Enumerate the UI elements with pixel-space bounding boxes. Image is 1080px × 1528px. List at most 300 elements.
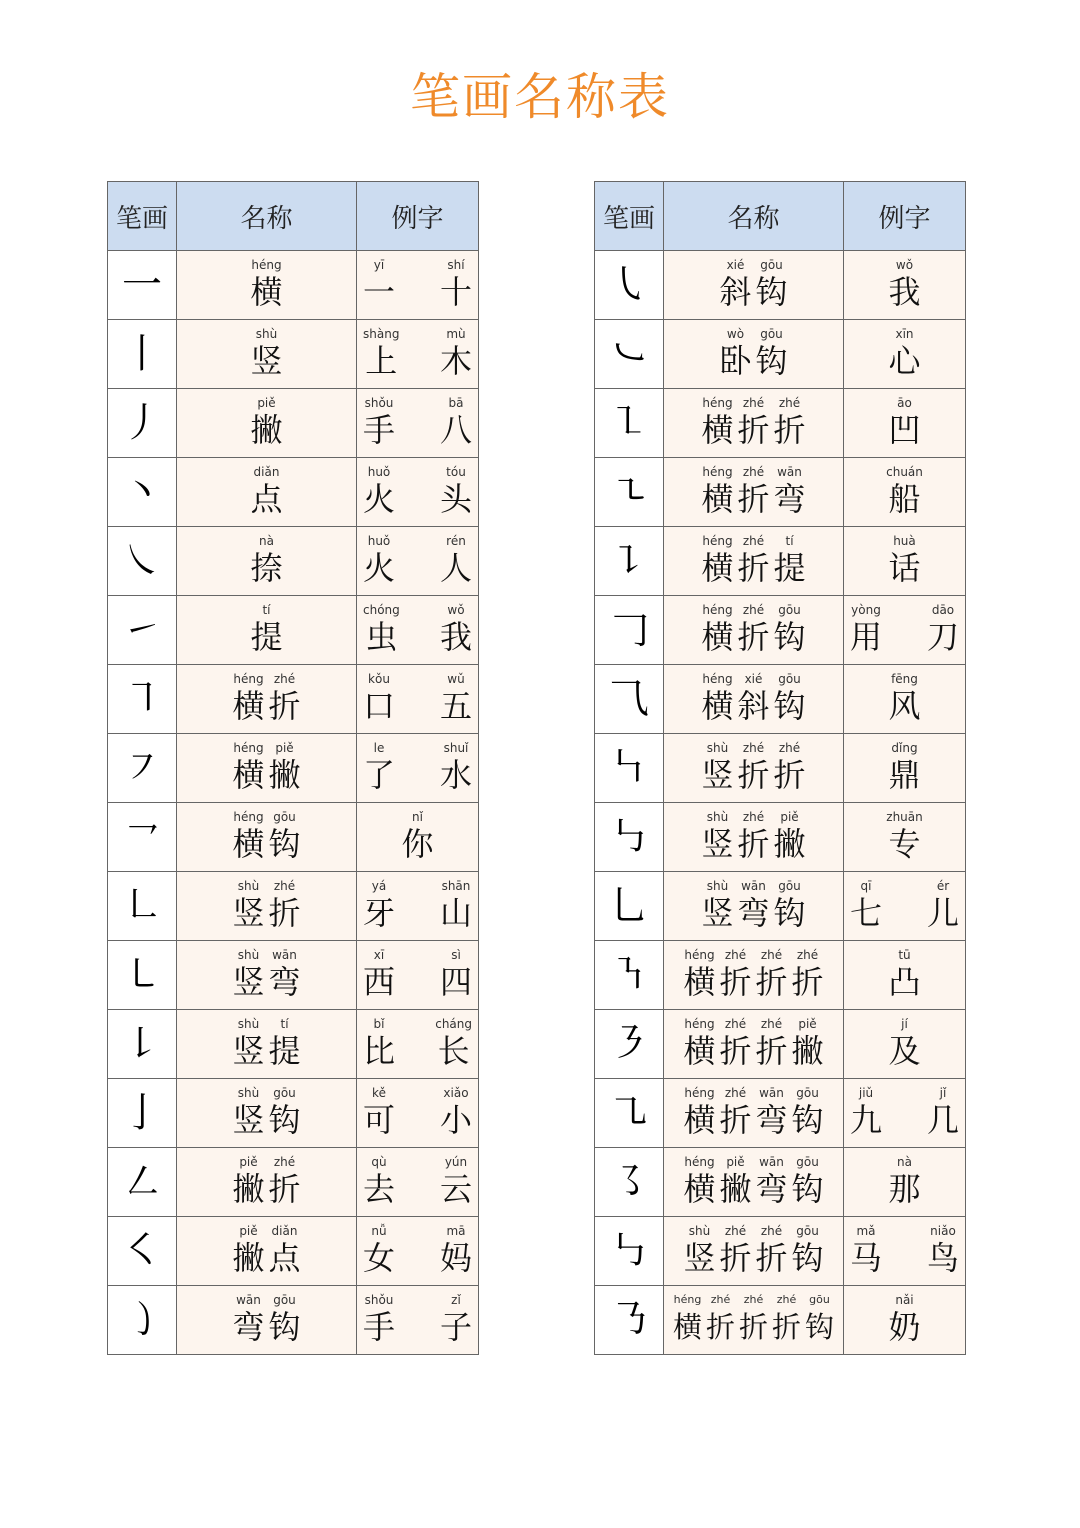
stroke-name-cell — [177, 320, 357, 389]
stroke-name-cell — [664, 1010, 844, 1079]
pinyin: yún — [444, 1155, 468, 1169]
stroke-name — [177, 258, 356, 312]
hanzi: 竖 — [232, 1101, 265, 1139]
pinyin: héng — [251, 258, 282, 272]
stroke-cell — [595, 941, 664, 1010]
stroke-name — [664, 810, 843, 864]
pinyin: héng — [702, 465, 733, 479]
syllable — [888, 948, 920, 1002]
stroke-name-cell — [664, 1286, 844, 1355]
syllable — [792, 948, 824, 1002]
stroke-name-cell — [664, 1079, 844, 1148]
stroke-cell — [108, 665, 177, 734]
syllable — [683, 1155, 715, 1209]
syllable — [719, 1017, 751, 1071]
syllable — [363, 1017, 395, 1071]
pinyin: shuǐ — [443, 741, 469, 755]
stroke-cell — [595, 1217, 664, 1286]
pinyin: shù — [237, 948, 260, 962]
syllable — [269, 1224, 301, 1278]
example-chars — [357, 1224, 478, 1278]
pinyin: wò — [726, 327, 745, 341]
pinyin: héng — [684, 1086, 715, 1100]
syllable — [363, 948, 395, 1002]
hanzi: 斜 — [737, 687, 770, 725]
pinyin: gōu — [796, 1155, 819, 1169]
syllable — [774, 810, 806, 864]
stroke-name — [177, 879, 356, 933]
hanzi: 竖 — [683, 1239, 716, 1277]
hanzi: 撇 — [250, 411, 283, 449]
hanzi: 风 — [888, 687, 921, 725]
syllable — [683, 1224, 715, 1278]
pinyin: yòng — [851, 603, 881, 617]
pinyin: chuán — [886, 465, 923, 479]
table-row — [595, 1010, 966, 1079]
syllable — [440, 396, 472, 450]
stroke-cell — [595, 389, 664, 458]
syllable — [774, 396, 806, 450]
syllable — [701, 672, 733, 726]
pinyin: wǒ — [447, 603, 465, 617]
stroke-name-cell — [177, 1010, 357, 1079]
hanzi: 竖 — [701, 756, 734, 794]
syllable — [440, 1155, 472, 1209]
pinyin: jí — [901, 1017, 908, 1031]
syllable — [888, 741, 920, 795]
example-chars — [357, 534, 478, 588]
stroke-glyph: ㇡ — [609, 1297, 649, 1343]
stroke-cell — [108, 1217, 177, 1286]
hanzi: 钩 — [755, 273, 788, 311]
pinyin: shù — [688, 1224, 711, 1238]
example-chars — [844, 741, 965, 795]
stroke-name — [177, 1224, 356, 1278]
hanzi: 折 — [719, 1239, 752, 1277]
syllable — [886, 465, 923, 519]
stroke-name — [177, 396, 356, 450]
syllable — [440, 879, 472, 933]
table-row — [108, 734, 479, 803]
syllable — [232, 672, 264, 726]
hanzi: 木 — [439, 342, 472, 380]
syllable — [927, 1086, 959, 1140]
hanzi: 折 — [268, 894, 301, 932]
stroke-name-cell — [177, 527, 357, 596]
pinyin: héng — [673, 1293, 702, 1306]
hanzi: 钩 — [791, 1239, 824, 1277]
syllable — [363, 1224, 395, 1278]
hanzi: 横 — [232, 756, 265, 794]
syllable — [719, 1086, 751, 1140]
example-chars — [844, 603, 965, 657]
example-chars — [357, 1017, 478, 1071]
hanzi: 横 — [683, 1170, 716, 1208]
syllable — [232, 1293, 264, 1347]
stroke-name — [664, 948, 843, 1002]
hanzi: 点 — [268, 1239, 301, 1277]
hanzi: 折 — [737, 618, 770, 656]
hanzi: 折 — [737, 411, 770, 449]
syllable — [888, 672, 920, 726]
hanzi: 横 — [232, 687, 265, 725]
hanzi: 牙 — [363, 894, 396, 932]
stroke-name — [177, 810, 356, 864]
syllable — [792, 1155, 824, 1209]
stroke-name-cell — [177, 596, 357, 665]
example-chars — [844, 534, 965, 588]
pinyin: zhé — [742, 810, 765, 824]
stroke-name — [664, 1224, 843, 1278]
pinyin: huǒ — [367, 534, 391, 548]
hanzi: 折 — [268, 687, 301, 725]
stroke-cell — [595, 1148, 664, 1217]
syllable — [737, 396, 769, 450]
example-chars — [357, 396, 478, 450]
pinyin: zhé — [743, 1293, 764, 1306]
table-row — [595, 665, 966, 734]
syllable — [232, 741, 264, 795]
syllable — [706, 1293, 735, 1347]
example-chars — [357, 810, 478, 864]
hanzi: 几 — [926, 1101, 959, 1139]
hanzi: 专 — [888, 825, 921, 863]
table-row — [595, 1217, 966, 1286]
stroke-name-cell — [664, 872, 844, 941]
pinyin: diǎn — [271, 1224, 298, 1238]
stroke-glyph: ㇇ — [122, 745, 162, 791]
hanzi: 折 — [737, 480, 770, 518]
pinyin: yī — [373, 258, 385, 272]
syllable — [250, 603, 282, 657]
table-row — [595, 389, 966, 458]
hanzi: 钩 — [268, 1308, 301, 1346]
table-row — [108, 1079, 479, 1148]
table-row — [108, 1010, 479, 1079]
table-row — [595, 251, 966, 320]
hanzi: 你 — [401, 825, 434, 863]
stroke-cell — [108, 458, 177, 527]
syllable — [440, 465, 472, 519]
example-chars — [844, 1293, 965, 1347]
syllable — [440, 672, 472, 726]
stroke-glyph: 丿 — [122, 400, 162, 446]
stroke-cell — [108, 527, 177, 596]
stroke-glyph: ㇉ — [609, 1228, 649, 1274]
header-stroke: 笔画 — [108, 182, 177, 251]
syllable — [805, 1293, 834, 1347]
stroke-name-cell — [177, 389, 357, 458]
pinyin: nǐ — [412, 810, 423, 824]
stroke-cell — [108, 596, 177, 665]
example-cell — [357, 941, 479, 1010]
hanzi: 船 — [888, 480, 921, 518]
hanzi: 钩 — [268, 1101, 301, 1139]
example-chars — [844, 879, 965, 933]
pinyin: shù — [706, 741, 729, 755]
hanzi: 云 — [439, 1170, 472, 1208]
syllable — [363, 258, 395, 312]
stroke-name-cell — [177, 1079, 357, 1148]
stroke-glyph: ㇏ — [122, 538, 162, 584]
hanzi: 竖 — [232, 963, 265, 1001]
pinyin: shù — [237, 879, 260, 893]
pinyin: gōu — [809, 1293, 830, 1306]
pinyin: gōu — [273, 1086, 296, 1100]
pinyin: yá — [371, 879, 387, 893]
hanzi: 虫 — [365, 618, 398, 656]
header-name: 名称 — [664, 182, 844, 251]
syllable — [737, 603, 769, 657]
syllable — [250, 396, 282, 450]
pinyin: héng — [702, 672, 733, 686]
syllable — [269, 879, 301, 933]
pinyin: shǒu — [364, 1293, 394, 1307]
example-cell — [357, 734, 479, 803]
pinyin: kě — [372, 1086, 386, 1100]
hanzi: 横 — [683, 1101, 716, 1139]
pinyin: tóu — [446, 465, 466, 479]
stroke-name-cell — [177, 734, 357, 803]
stroke-name — [664, 1155, 843, 1209]
pinyin: héng — [684, 1017, 715, 1031]
stroke-name — [177, 1086, 356, 1140]
hanzi: 子 — [439, 1308, 472, 1346]
hanzi: 弯 — [773, 480, 806, 518]
example-cell — [357, 389, 479, 458]
hanzi: 一 — [363, 273, 396, 311]
hanzi: 钩 — [791, 1170, 824, 1208]
syllable — [269, 1155, 301, 1209]
stroke-name-cell — [177, 1148, 357, 1217]
syllable — [888, 1017, 920, 1071]
pinyin: tí — [280, 1017, 289, 1031]
syllable — [792, 1224, 824, 1278]
example-cell — [844, 389, 966, 458]
syllable — [363, 672, 395, 726]
stroke-name — [177, 465, 356, 519]
stroke-glyph: ㇉ — [609, 814, 649, 860]
stroke-name-cell — [177, 458, 357, 527]
table-header-row — [595, 182, 966, 251]
example-cell — [357, 803, 479, 872]
hanzi: 撇 — [232, 1170, 265, 1208]
table-row — [108, 1217, 479, 1286]
pinyin: wān — [759, 1086, 784, 1100]
syllable — [683, 1017, 715, 1071]
pinyin: diǎn — [253, 465, 280, 479]
hanzi: 折 — [719, 1101, 752, 1139]
pinyin: shù — [255, 327, 278, 341]
stroke-name-cell — [664, 251, 844, 320]
example-chars — [357, 1293, 478, 1347]
syllable — [737, 741, 769, 795]
pinyin: shù — [706, 879, 729, 893]
pinyin: héng — [702, 534, 733, 548]
hanzi: 提 — [773, 549, 806, 587]
syllable — [719, 1224, 751, 1278]
hanzi: 横 — [232, 825, 265, 863]
hanzi: 钩 — [773, 894, 806, 932]
stroke-name-cell — [664, 389, 844, 458]
pinyin: wān — [272, 948, 297, 962]
hanzi: 竖 — [250, 342, 283, 380]
syllable — [363, 1086, 395, 1140]
example-cell — [844, 458, 966, 527]
example-cell — [357, 527, 479, 596]
stroke-name-cell — [664, 458, 844, 527]
stroke-glyph: 丶 — [122, 469, 162, 515]
pinyin: gōu — [273, 810, 296, 824]
syllable — [363, 396, 395, 450]
syllable — [737, 810, 769, 864]
table-row — [108, 389, 479, 458]
pinyin: sì — [451, 948, 461, 962]
syllable — [250, 534, 282, 588]
stroke-name-cell — [177, 941, 357, 1010]
pinyin: ér — [936, 879, 950, 893]
pinyin: zǐ — [451, 1293, 461, 1307]
stroke-glyph: ㇛ — [122, 1228, 162, 1274]
pinyin: tū — [898, 948, 911, 962]
pinyin: nà — [897, 1155, 912, 1169]
hanzi: 奶 — [888, 1308, 921, 1346]
hanzi: 儿 — [926, 894, 959, 932]
syllable — [756, 1224, 788, 1278]
hanzi: 提 — [268, 1032, 301, 1070]
pinyin: zhé — [710, 1293, 731, 1306]
stroke-cell — [595, 251, 664, 320]
syllable — [719, 1155, 751, 1209]
hanzi: 我 — [888, 273, 921, 311]
pinyin: shàng — [363, 327, 400, 341]
example-chars — [844, 1086, 965, 1140]
stroke-glyph: ㇌ — [609, 1159, 649, 1205]
pinyin: zhé — [273, 1155, 296, 1169]
stroke-name-cell — [177, 803, 357, 872]
syllable — [232, 948, 264, 1002]
syllable — [701, 396, 733, 450]
pinyin: zhé — [742, 741, 765, 755]
pinyin: fēng — [891, 672, 918, 686]
pinyin: shān — [441, 879, 471, 893]
stroke-table-right — [594, 181, 966, 1355]
pinyin: piě — [275, 741, 294, 755]
hanzi: 十 — [439, 273, 472, 311]
stroke-name — [664, 603, 843, 657]
stroke-glyph: ㇎ — [609, 952, 649, 998]
syllable — [927, 1224, 959, 1278]
table-row — [595, 941, 966, 1010]
hanzi: 横 — [250, 273, 283, 311]
syllable — [440, 534, 472, 588]
stroke-name-cell — [177, 872, 357, 941]
pinyin: gōu — [273, 1293, 296, 1307]
pinyin: wān — [741, 879, 766, 893]
pinyin: shí — [447, 258, 465, 272]
pinyin: dāo — [931, 603, 955, 617]
syllable — [440, 1086, 472, 1140]
hanzi: 卧 — [719, 342, 752, 380]
hanzi: 钩 — [755, 342, 788, 380]
example-cell — [844, 1148, 966, 1217]
pinyin: jǐ — [939, 1086, 947, 1100]
syllable — [756, 1086, 788, 1140]
syllable — [363, 741, 395, 795]
stroke-glyph: ㇗ — [122, 883, 162, 929]
syllable — [737, 879, 769, 933]
example-chars — [844, 465, 965, 519]
syllable — [774, 672, 806, 726]
stroke-glyph: ㇄ — [122, 952, 162, 998]
table-row — [108, 872, 479, 941]
header-example: 例字 — [357, 182, 479, 251]
example-cell — [357, 1010, 479, 1079]
syllable — [888, 258, 920, 312]
hanzi: 钩 — [791, 1101, 824, 1139]
hanzi: 用 — [850, 618, 883, 656]
stroke-name-cell — [664, 941, 844, 1010]
syllable — [701, 810, 733, 864]
stroke-cell — [595, 1010, 664, 1079]
hanzi: 八 — [439, 411, 472, 449]
table-row — [595, 1286, 966, 1355]
pinyin: zhé — [724, 1086, 747, 1100]
hanzi: 鼎 — [888, 756, 921, 794]
pinyin: qù — [371, 1155, 387, 1169]
hanzi: 钩 — [773, 687, 806, 725]
example-cell — [844, 251, 966, 320]
hanzi: 横 — [701, 549, 734, 587]
hanzi: 上 — [365, 342, 398, 380]
hanzi: 钩 — [268, 825, 301, 863]
syllable — [756, 1155, 788, 1209]
syllable — [250, 465, 282, 519]
example-chars — [357, 948, 478, 1002]
stroke-name — [664, 741, 843, 795]
pinyin: le — [373, 741, 385, 755]
example-cell — [844, 803, 966, 872]
hanzi: 竖 — [701, 825, 734, 863]
syllable — [774, 465, 806, 519]
example-cell — [844, 596, 966, 665]
syllable — [363, 1293, 395, 1347]
table-row — [595, 527, 966, 596]
hanzi: 小 — [439, 1101, 472, 1139]
pinyin: zhé — [778, 741, 801, 755]
example-chars — [844, 672, 965, 726]
pinyin: zhé — [760, 1224, 783, 1238]
pinyin: héng — [684, 1155, 715, 1169]
example-chars — [357, 1155, 478, 1209]
example-cell — [844, 1286, 966, 1355]
pinyin: zhé — [724, 1017, 747, 1031]
stroke-glyph: 丨 — [122, 331, 162, 377]
syllable — [250, 258, 282, 312]
hanzi: 弯 — [737, 894, 770, 932]
syllable — [269, 948, 301, 1002]
stroke-cell — [595, 320, 664, 389]
hanzi: 钩 — [805, 1310, 835, 1344]
pinyin: piě — [239, 1224, 258, 1238]
stroke-name — [177, 603, 356, 657]
hanzi: 折 — [773, 756, 806, 794]
pinyin: zhé — [760, 948, 783, 962]
stroke-glyph: ㇀ — [122, 607, 162, 653]
syllable — [401, 810, 433, 864]
hanzi: 折 — [738, 1310, 768, 1344]
stroke-cell — [595, 1079, 664, 1148]
